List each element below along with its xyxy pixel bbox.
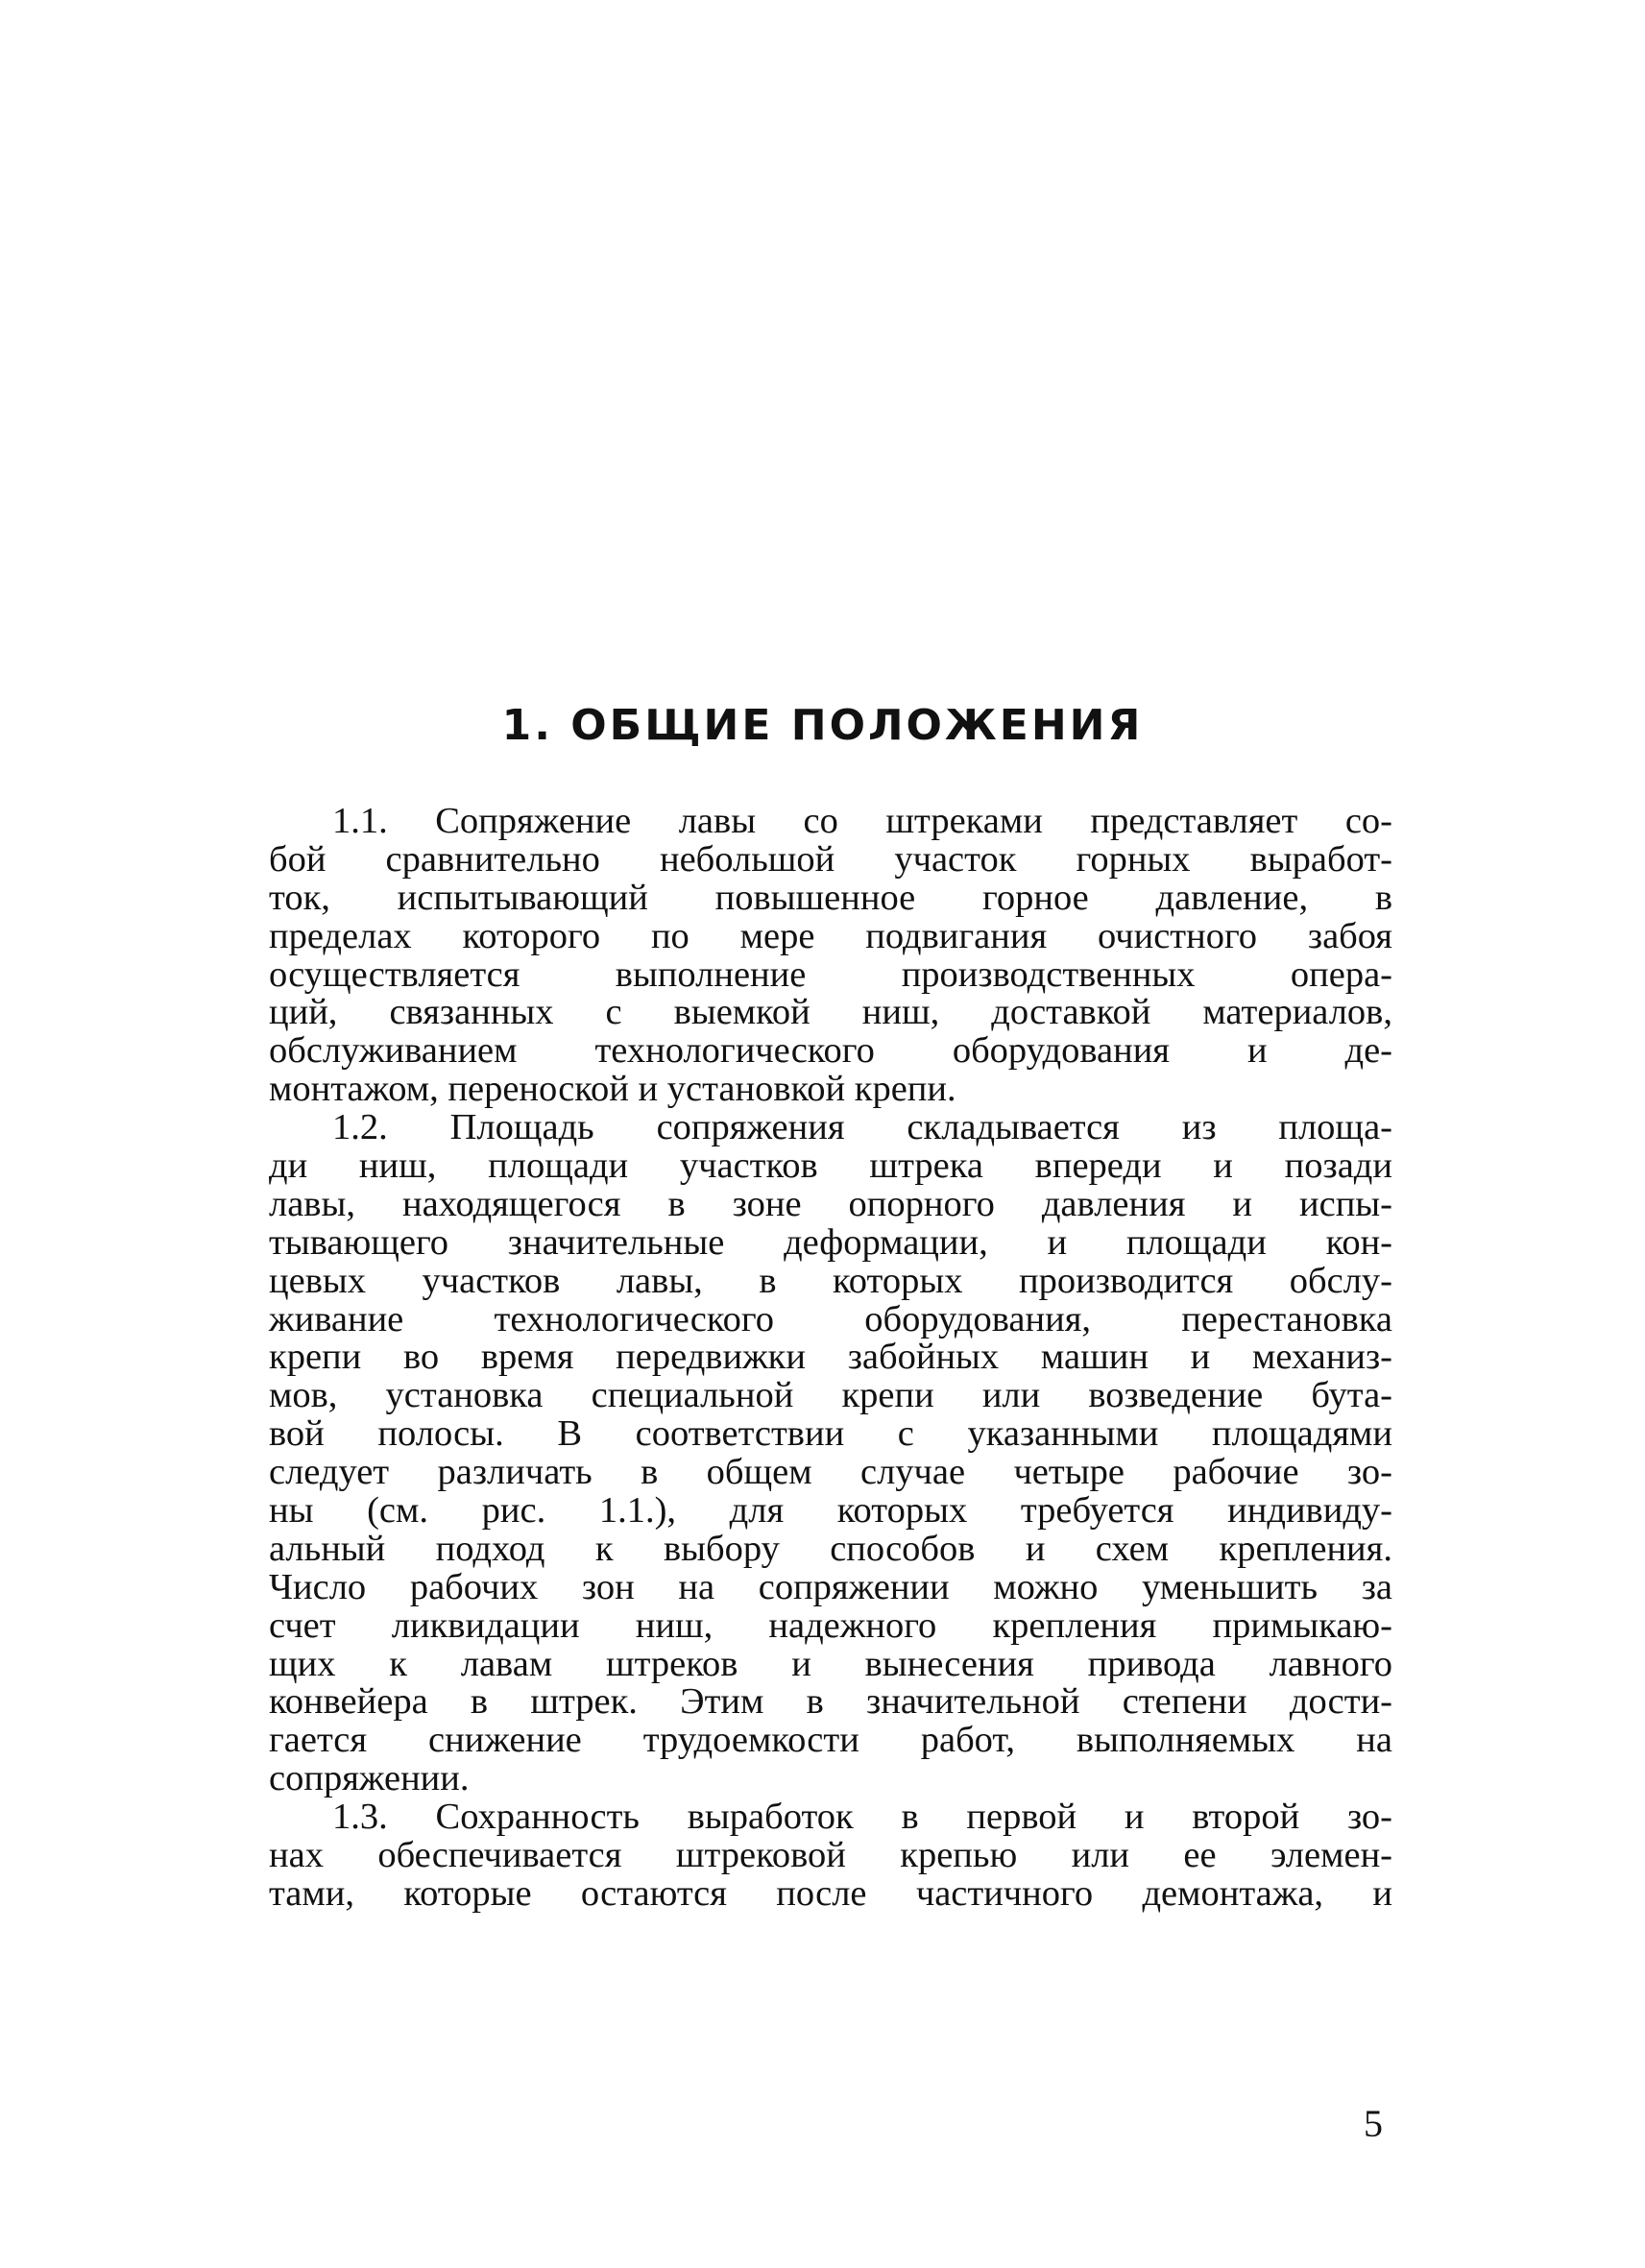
text-line: 1.1. Сопряжение лавы со штреками представляет со- <box>332 801 1392 841</box>
text-line: крепи во время передвижки забойных машин и механиз- <box>269 1337 1392 1378</box>
text-line: альный подход к выбору способов и схем крепления. <box>269 1528 1392 1569</box>
text-line: лавы, находящегося в зоне опорного давления и испы- <box>269 1183 1392 1224</box>
text-line: тами, которые остаются после частичного демонтажа, и <box>269 1872 1392 1914</box>
text-line: щих к лавам штреков и вынесения привода лавного <box>269 1643 1392 1684</box>
text-line: счет ликвидации ниш, надежного крепления примыкаю- <box>269 1604 1392 1646</box>
text-line: 1.3. Сохранность выработок в первой и второй зо- <box>332 1797 1392 1838</box>
text-line: следует различать в общем случае четыре рабочие зо- <box>269 1452 1392 1493</box>
text-line: конвейера в штрек. Этим в значительной степени дости- <box>269 1681 1392 1723</box>
text-line: ток, испытывающий повышенное горное давление, в <box>269 877 1392 918</box>
text-line: ди ниш, площади участков штрека впереди и позади <box>269 1146 1392 1187</box>
text-line: вой полосы. В соответствии с указанными площадями <box>269 1413 1392 1455</box>
text-line: мов, установка специальной крепи или возведение бута- <box>269 1375 1392 1416</box>
text-line: ций, связанных с выемкой ниш, доставкой материалов, <box>269 992 1392 1033</box>
text-line: живание технологического оборудования, перестановка <box>269 1298 1392 1339</box>
body-text <box>269 803 1392 1914</box>
text-line: гается снижение трудоемкости работ, выполняемых на <box>269 1720 1392 1761</box>
text-line: 1.2. Площадь сопряжения складывается из площа- <box>332 1107 1392 1148</box>
text-line: Число рабочих зон на сопряжении можно уменьшить за <box>269 1566 1392 1607</box>
text-line: пределах которого по мере подвигания очистного забоя <box>269 915 1392 956</box>
text-line: тывающего значительные деформации, и площади кон- <box>269 1221 1392 1263</box>
text-line: сопряжении. <box>269 1758 470 1799</box>
text-line: цевых участков лавы, в которых производится обслу- <box>269 1260 1392 1301</box>
text-line: нах обеспечивается штрековой крепью или ее элемен- <box>269 1835 1392 1876</box>
text-line: ны (см. рис. 1.1.), для которых требуется индивиду- <box>269 1490 1392 1532</box>
section-heading: 1. ОБЩИЕ ПОЛОЖЕНИЯ <box>501 701 1144 750</box>
text-line: осуществляется выполнение производственных опера- <box>269 953 1392 995</box>
text-line: монтажом, переноской и установкой крепи. <box>269 1069 956 1110</box>
text-line: обслуживанием технологического оборудования и де- <box>269 1030 1392 1072</box>
page-number: 5 <box>1364 2102 1383 2145</box>
text-line: бой сравнительно небольшой участок горных выработ- <box>269 838 1392 880</box>
